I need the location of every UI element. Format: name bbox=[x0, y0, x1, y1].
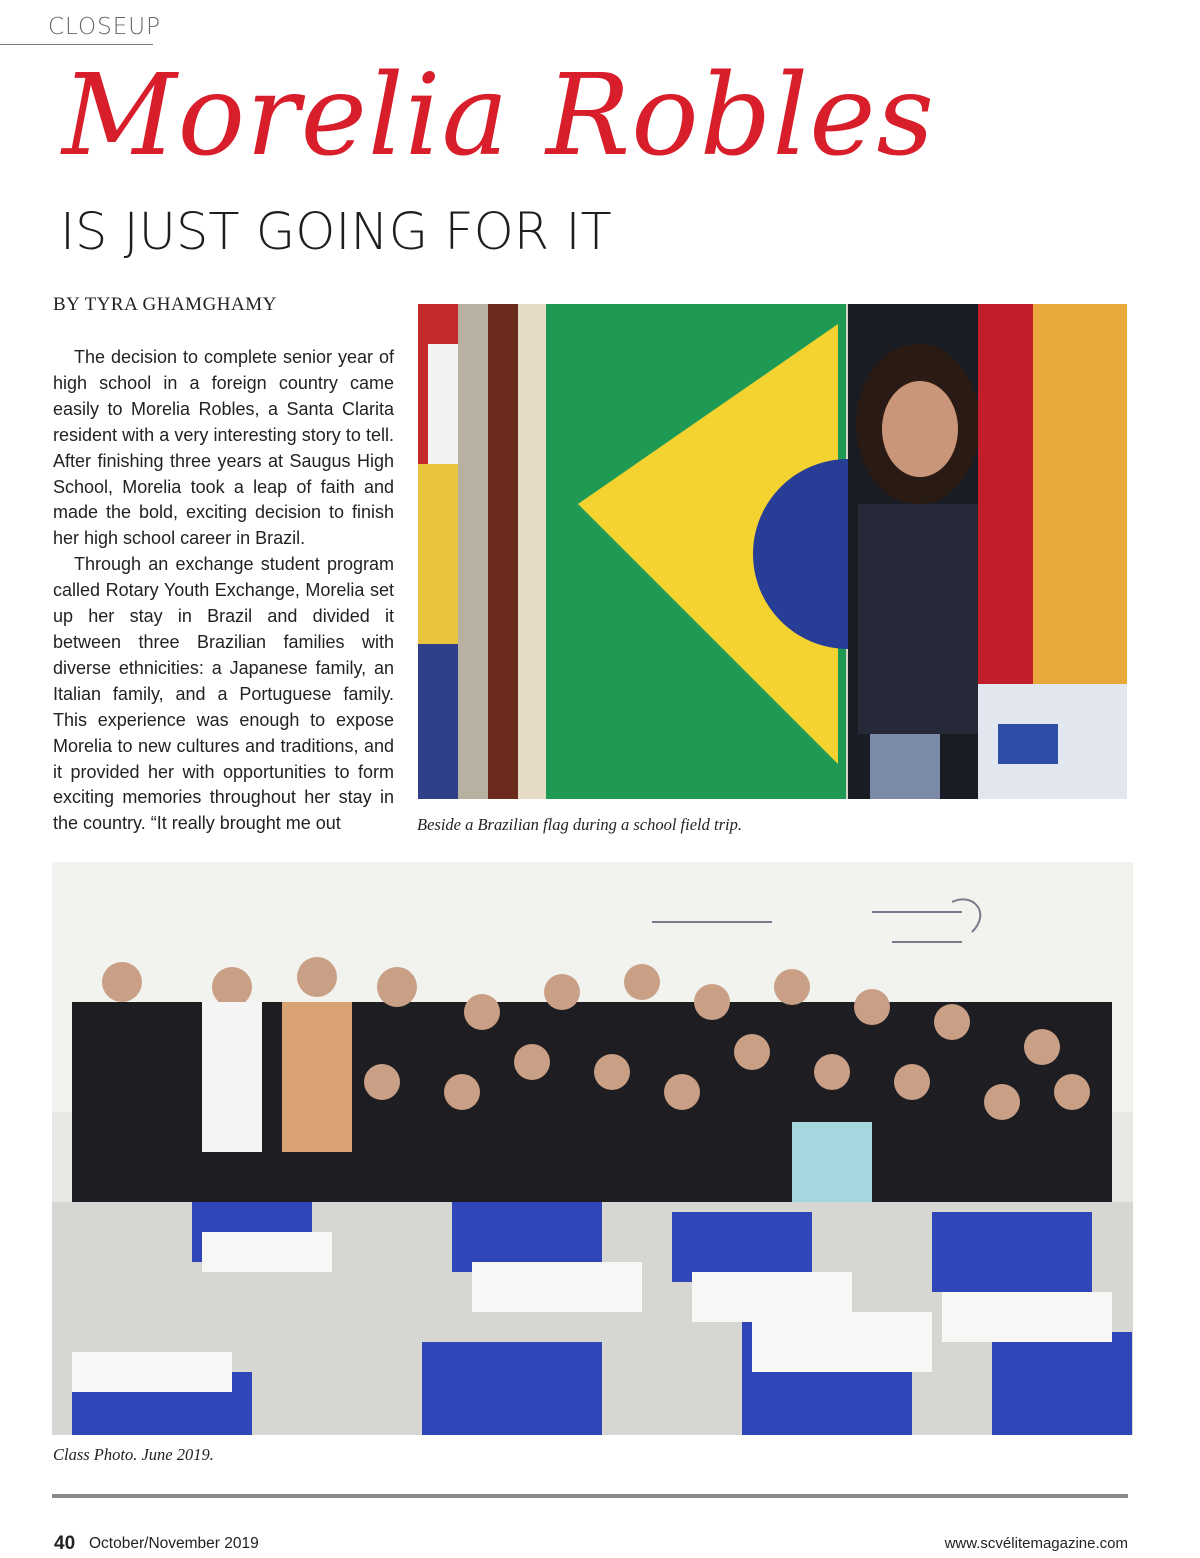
class-photo-caption: Class Photo. June 2019. bbox=[53, 1445, 214, 1464]
issue-date: October/November 2019 bbox=[89, 1535, 259, 1552]
article-subtitle: IS JUST GOING FOR IT bbox=[60, 203, 612, 262]
flag-photo-caption: Beside a Brazilian flag during a school field trip. bbox=[417, 815, 742, 834]
body-paragraph: Through an exchange student program called Rotary Youth Exchange, Morelia set up her stay in Brazil and divided it between three Brazilian families with diverse ethnicities: a Japanese family, an Italian family, and a Portuguese family. This experience was enough to expose Morelia to new cultures and traditions, and it provided her with opportunities to form exciting memories throughout her stay in the country. “It really brought me out bbox=[53, 554, 394, 834]
article-body bbox=[53, 345, 394, 837]
section-divider bbox=[0, 44, 153, 45]
footer-divider bbox=[52, 1494, 1128, 1498]
class-photo bbox=[52, 862, 1133, 1435]
section-label: CLOSEUP bbox=[48, 14, 161, 40]
website-url: www.scvélitemagazine.com bbox=[944, 1535, 1128, 1552]
body-paragraph: The decision to complete senior year of high school in a foreign country came easily to Morelia Robles, a Santa Clarita resident with a very interesting story to tell. After finishing three years at Saugus High School, Morelia took a leap of faith and made the bold, exciting decision to finish her high school career in Brazil. bbox=[53, 347, 394, 549]
flag-photo bbox=[418, 304, 1127, 799]
byline: BY TYRA GHAMGHAMY bbox=[53, 294, 277, 315]
page-number: 40 bbox=[54, 1533, 76, 1554]
article-title: Morelia Robles bbox=[62, 51, 935, 181]
